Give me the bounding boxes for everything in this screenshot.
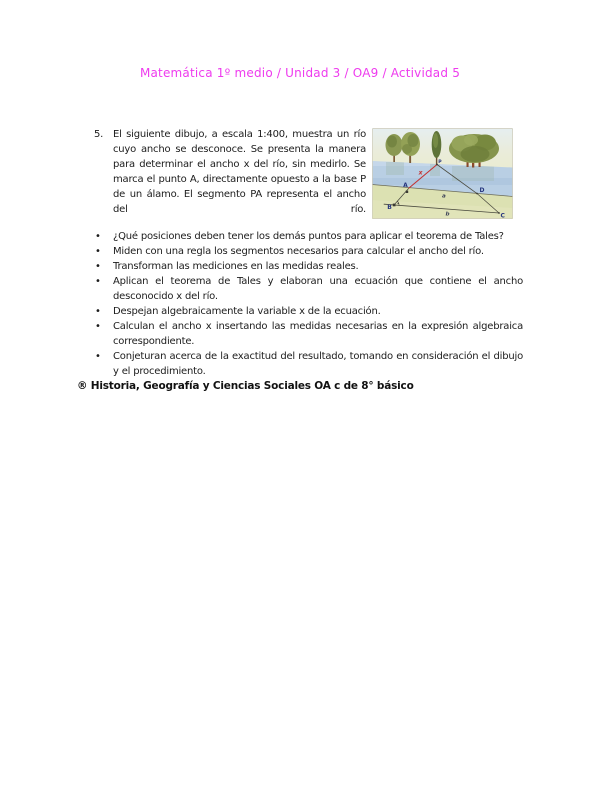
bullet-marker: • <box>95 276 101 287</box>
bullet-marker: • <box>95 321 101 332</box>
bullet-text: ¿Qué posiciones deben tener los demás puntos para aplicar el teorema de Tales? <box>113 231 504 242</box>
bullet-marker: • <box>95 261 101 272</box>
bullet-marker: • <box>95 246 101 257</box>
copyright-footer: ® Historia, Geografía y Ciencias Sociales OA c de 8° básico <box>77 380 414 392</box>
activity-bullet-list <box>95 229 523 379</box>
list-item <box>95 244 523 259</box>
bullet-text: Calculan el ancho x insertando las medidas necesarias en la expresión algebraica correspondiente. <box>113 321 523 347</box>
list-item <box>95 259 523 274</box>
bullet-text: Despejan algebraicamente la variable x de la ecuación. <box>113 306 381 317</box>
river-diagram-illustration <box>372 128 513 219</box>
bullet-marker: • <box>95 231 101 242</box>
list-item <box>95 319 523 349</box>
bullet-marker: • <box>95 351 101 362</box>
list-item <box>95 304 523 319</box>
bullet-text: Miden con una regla los segmentos necesarios para calcular el ancho del río. <box>113 246 484 257</box>
list-item <box>95 274 523 304</box>
list-item <box>95 229 523 244</box>
bullet-text: Conjeturan acerca de la exactitud del resultado, tomando en consideración el dibujo y el procedimiento. <box>113 351 523 377</box>
label-B: B <box>387 203 392 211</box>
label-a-segment: a <box>442 193 446 200</box>
page-title: Matemática 1º medio / Unidad 3 / OA9 / Actividad 5 <box>139 66 461 80</box>
bullet-text: Aplican el teorema de Tales y elaboran una ecuación que contiene el ancho desconocido x del río. <box>113 276 523 302</box>
river-diagram-figure <box>372 128 513 219</box>
problem-number: 5. <box>94 129 104 140</box>
bullet-marker: • <box>95 306 101 317</box>
label-b-segment: b <box>445 211 450 218</box>
list-item <box>95 349 523 379</box>
bullet-text: Transforman las mediciones en las medidas reales. <box>113 261 359 272</box>
problem-statement: El siguiente dibujo, a escala 1:400, muestra un río cuyo ancho se desconoce. Se presenta la manera para determinar el ancho x del río, sin medirlo. Se marca el punto A, directamente opuesto a la base P de un álamo. El segmento PA representa el ancho del río. <box>113 129 366 215</box>
label-C: C <box>500 212 505 219</box>
label-x-width: x <box>418 169 423 177</box>
label-D: D <box>479 187 485 194</box>
label-P: P <box>438 160 442 166</box>
label-A: A <box>403 182 408 190</box>
